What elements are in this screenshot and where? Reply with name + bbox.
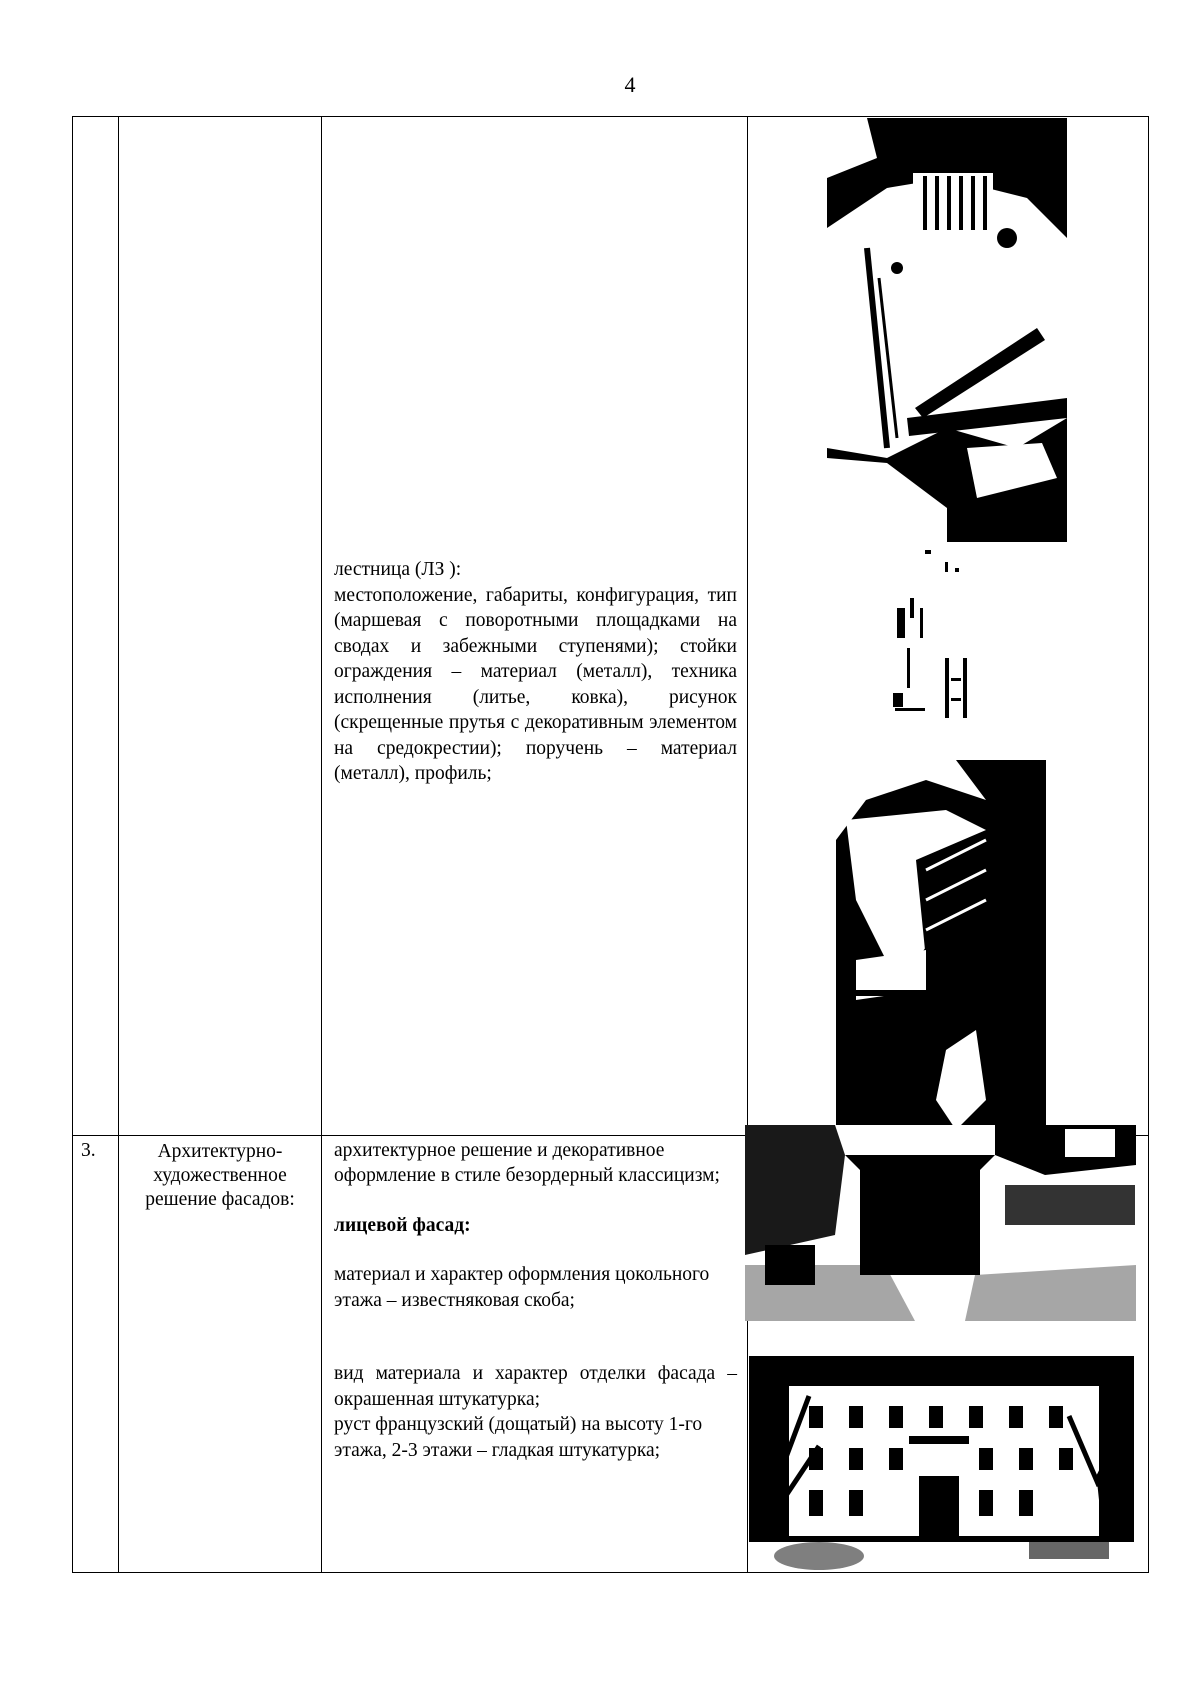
facade-heading: лицевой фасад: xyxy=(334,1214,471,1236)
rust-paragraph: руст французский (дощатый) на высоту 1-го этажа, 2-3 этажи – гладкая штукатурка; xyxy=(334,1414,703,1461)
description-cell xyxy=(322,117,748,1136)
number-cell xyxy=(73,1135,119,1572)
staircase-photo xyxy=(827,118,1067,542)
facade-photo xyxy=(749,1356,1134,1572)
courtyard-photo xyxy=(745,1125,1136,1321)
item-number: 3. xyxy=(81,1139,96,1161)
stair-railing-photo xyxy=(836,760,1046,1130)
finish-paragraph: вид материала и характер отделки фасада – окрашенная штукатурка; xyxy=(334,1363,737,1410)
style-paragraph: архитектурное решение и декоративное оформление в стиле безордерный классицизм; xyxy=(334,1139,720,1187)
name-cell xyxy=(119,1135,322,1572)
staircase-heading: лестница (ЛЗ ): xyxy=(334,559,462,580)
stair-plan-sketch xyxy=(885,548,995,728)
staircase-description: местоположение, габариты, конфигурация, тип (маршевая с поворотными площадками на сводах и забежными ступенями); стойки ограждения – материал (металл), техника исполнения (литье, ковка), рисунок (скрещенные прутья с декоративным элементом на средокрестии); поручень – материал (металл), профиль; xyxy=(334,584,737,784)
item-name: Архитектурно-художественное решение фасадов: xyxy=(145,1140,295,1210)
basement-paragraph: материал и характер оформления цокольного этажа – известняковая скоба; xyxy=(334,1264,710,1311)
name-cell xyxy=(119,117,322,1136)
description-cell xyxy=(322,1135,748,1572)
number-cell xyxy=(73,117,119,1136)
page-number: 4 xyxy=(624,72,636,97)
